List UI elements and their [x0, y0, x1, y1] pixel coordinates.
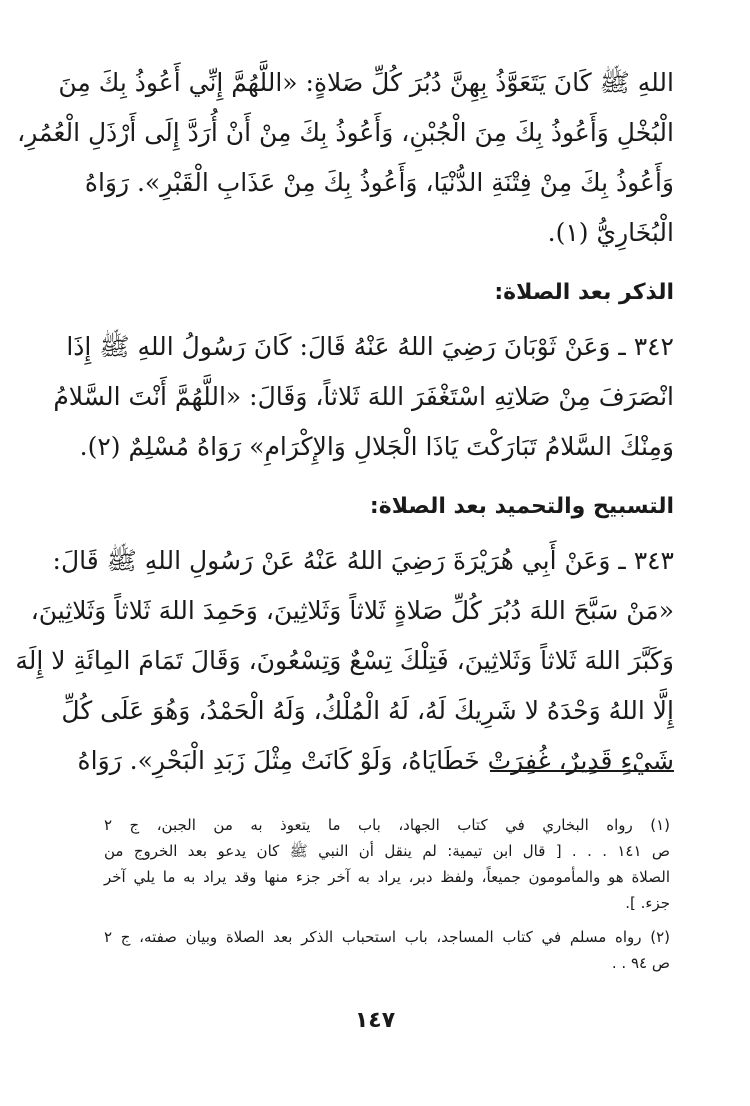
text-line: الْبُخَارِيُّ (١). [547, 218, 674, 247]
text-line: اللهِ ﷺ كَانَ يَتَعَوَّذُ بِهِنَّ دُبُرَ كُلِّ صَلاةٍ: «اللَّهُمَّ إِنِّي أَعُوذُ بِكَ مِنَ [58, 68, 674, 97]
text-line: إِلَّا اللهُ وَحْدَهُ لا شَرِيكَ لَهُ، لَهُ الْمُلْكُ، وَلَهُ الْحَمْدُ، وَهُوَ عَلَى كُلِّ [61, 696, 674, 725]
footnote-line: (١) رواه البخاري في كتاب الجهاد، باب ما يتعوذ به من الجبن، ج ٢ [104, 816, 670, 834]
paragraph-hadith-341-end [17, 58, 674, 258]
main-text [15, 58, 674, 786]
text-line: ٣٤٢ ـ وَعَنْ ثَوْبَانَ رَضِيَ اللهُ عَنْهُ قَالَ: كَانَ رَسُولُ اللهِ ﷺ إِذَا [66, 332, 674, 361]
footnote-line: الصلاة هو والمأمومون جميعاً، ولفظ دبر، يراد به آخر جزء منها وقد يراد به ما يلي آخر [104, 868, 670, 886]
footnote-line: ص ٩٤ . . [611, 954, 670, 972]
section-heading: الذكر بعد الصلاة: [494, 280, 674, 305]
text-line: ٣٤٣ ـ وَعَنْ أَبِي هُرَيْرَةَ رَضِيَ اللهُ عَنْهُ عَنْ رَسُولِ اللهِ ﷺ قَالَ: [52, 546, 674, 575]
text-line: «مَنْ سَبَّحَ اللهَ دُبُرَ كُلِّ صَلاةٍ ثَلاثاً وَثَلاثِينَ، وَحَمِدَ اللهَ ثَلاثاً وَثَلاثِينَ، [30, 596, 674, 625]
section-heading: التسبيح والتحميد بعد الصلاة: [369, 494, 674, 519]
footnote-2 [104, 924, 670, 976]
text-line: وَمِنْكَ السَّلامُ تَبَارَكْتَ يَاذَا الْجَلالِ وَالإِكْرَامِ» رَوَاهُ مُسْلِمٌ (٢). [79, 432, 674, 461]
footnote-line: ص ١٤١ . . . [ قال ابن تيمية: لم ينقل أن النبي ﷺ كان يدعو بعد الخروج من [104, 842, 670, 860]
paragraph-hadith-343 [15, 536, 674, 786]
paragraph-hadith-342 [53, 322, 674, 472]
page-number: ١٤٧ [354, 1008, 396, 1033]
footnote-1 [104, 812, 670, 916]
footnote-divider [490, 770, 674, 772]
footnote-line: جزء. ]. [625, 894, 670, 912]
text-line: وَأَعُوذُ بِكَ مِنْ فِتْنَةِ الدُّنْيَا، وَأَعُوذُ بِكَ مِنْ عَذَابِ الْقَبْرِ». رَوَاهُ [84, 168, 674, 197]
text-line: وَكَبَّرَ اللهَ ثَلاثاً وَثَلاثِينَ، فَتِلْكَ تِسْعٌ وَتِسْعُونَ، وَقَالَ تَمَامَ المِائَةِ لا إِلَهَ [15, 646, 674, 675]
text-line: شَيْءٍ قَدِيرٌ، غُفِرَتْ خَطَايَاهُ، وَلَوْ كَانَتْ مِثْلَ زَبَدِ الْبَحْرِ». رَوَاهُ [77, 746, 674, 775]
footnotes [104, 812, 670, 976]
text-line: الْبُخْلِ وَأَعُوذُ بِكَ مِنَ الْجُبْنِ، وَأَعُوذُ بِكَ مِنْ أَنْ أُرَدَّ إِلَى أَرْذَلِ الْعُمُرِ، [17, 118, 674, 147]
text-line: انْصَرَفَ مِنْ صَلاتِهِ اسْتَغْفَرَ اللهَ ثَلاثاً، وَقَالَ: «اللَّهُمَّ أَنْتَ السَّلامُ [53, 382, 674, 411]
footnote-spacer [104, 916, 670, 924]
footnote-line: (٢) رواه مسلم في كتاب المساجد، باب استحباب الذكر بعد الصلاة وبيان صفته، ج ٢ [104, 928, 670, 946]
